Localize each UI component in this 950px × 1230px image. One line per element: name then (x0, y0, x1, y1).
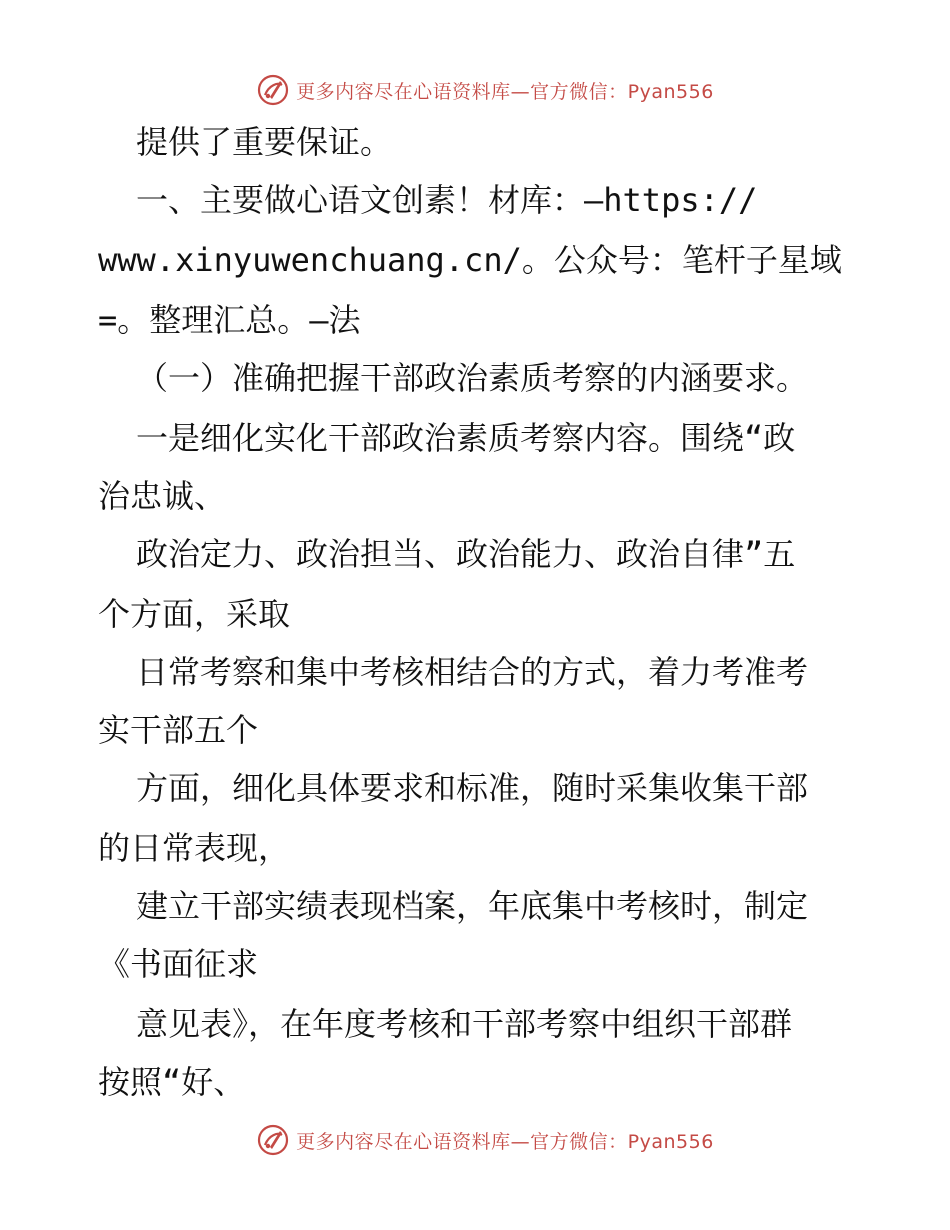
text-line: 按照“好、 (98, 1063, 246, 1101)
text-line: 的日常表现， (98, 829, 291, 867)
text-line: www.xinyuwenchuang.cn/。公众号：笔杆子星域 (98, 241, 842, 279)
text-line: 建立干部实绩表现档案，年底集中考核时，制定 (136, 887, 809, 925)
footer-watermark (0, 1120, 950, 1160)
text-line: 日常考察和集中考核相结合的方式，着力考准考 (136, 653, 809, 691)
text-line: 提供了重要保证。 (136, 123, 393, 161)
pen-swirl-logo-icon (256, 1123, 290, 1157)
text-line: 政治定力、政治担当、政治能力、政治自律”五 (136, 535, 796, 573)
text-line: 意见表》，在年度考核和干部考察中组织干部群 (136, 1005, 793, 1043)
text-line: 《书面征求 (98, 945, 259, 983)
text-line: 治忠诚、 (98, 477, 227, 515)
pen-swirl-logo-icon (256, 73, 290, 107)
watermark-group (256, 1123, 714, 1157)
text-line: 一是细化实化干部政治素质考察内容。围绕“政 (136, 419, 796, 457)
text-line: 方面，细化具体要求和标准，随时采集收集干部 (136, 769, 809, 807)
text-line: =。整理汇总。—法 (98, 301, 361, 339)
watermark-text: 更多内容尽在心语资料库—官方微信：Pyan556 (296, 1130, 714, 1153)
watermark-group (256, 73, 714, 107)
text-line: 实干部五个 (98, 711, 259, 749)
text-line: 一、主要做心语文创素！材库：—https:// (136, 181, 758, 219)
watermark-text: 更多内容尽在心语资料库—官方微信：Pyan556 (296, 80, 714, 103)
text-line: （一）准确把握干部政治素质考察的内涵要求。 (136, 359, 809, 397)
text-line: 个方面，采取 (98, 595, 291, 633)
header-watermark (0, 70, 950, 110)
